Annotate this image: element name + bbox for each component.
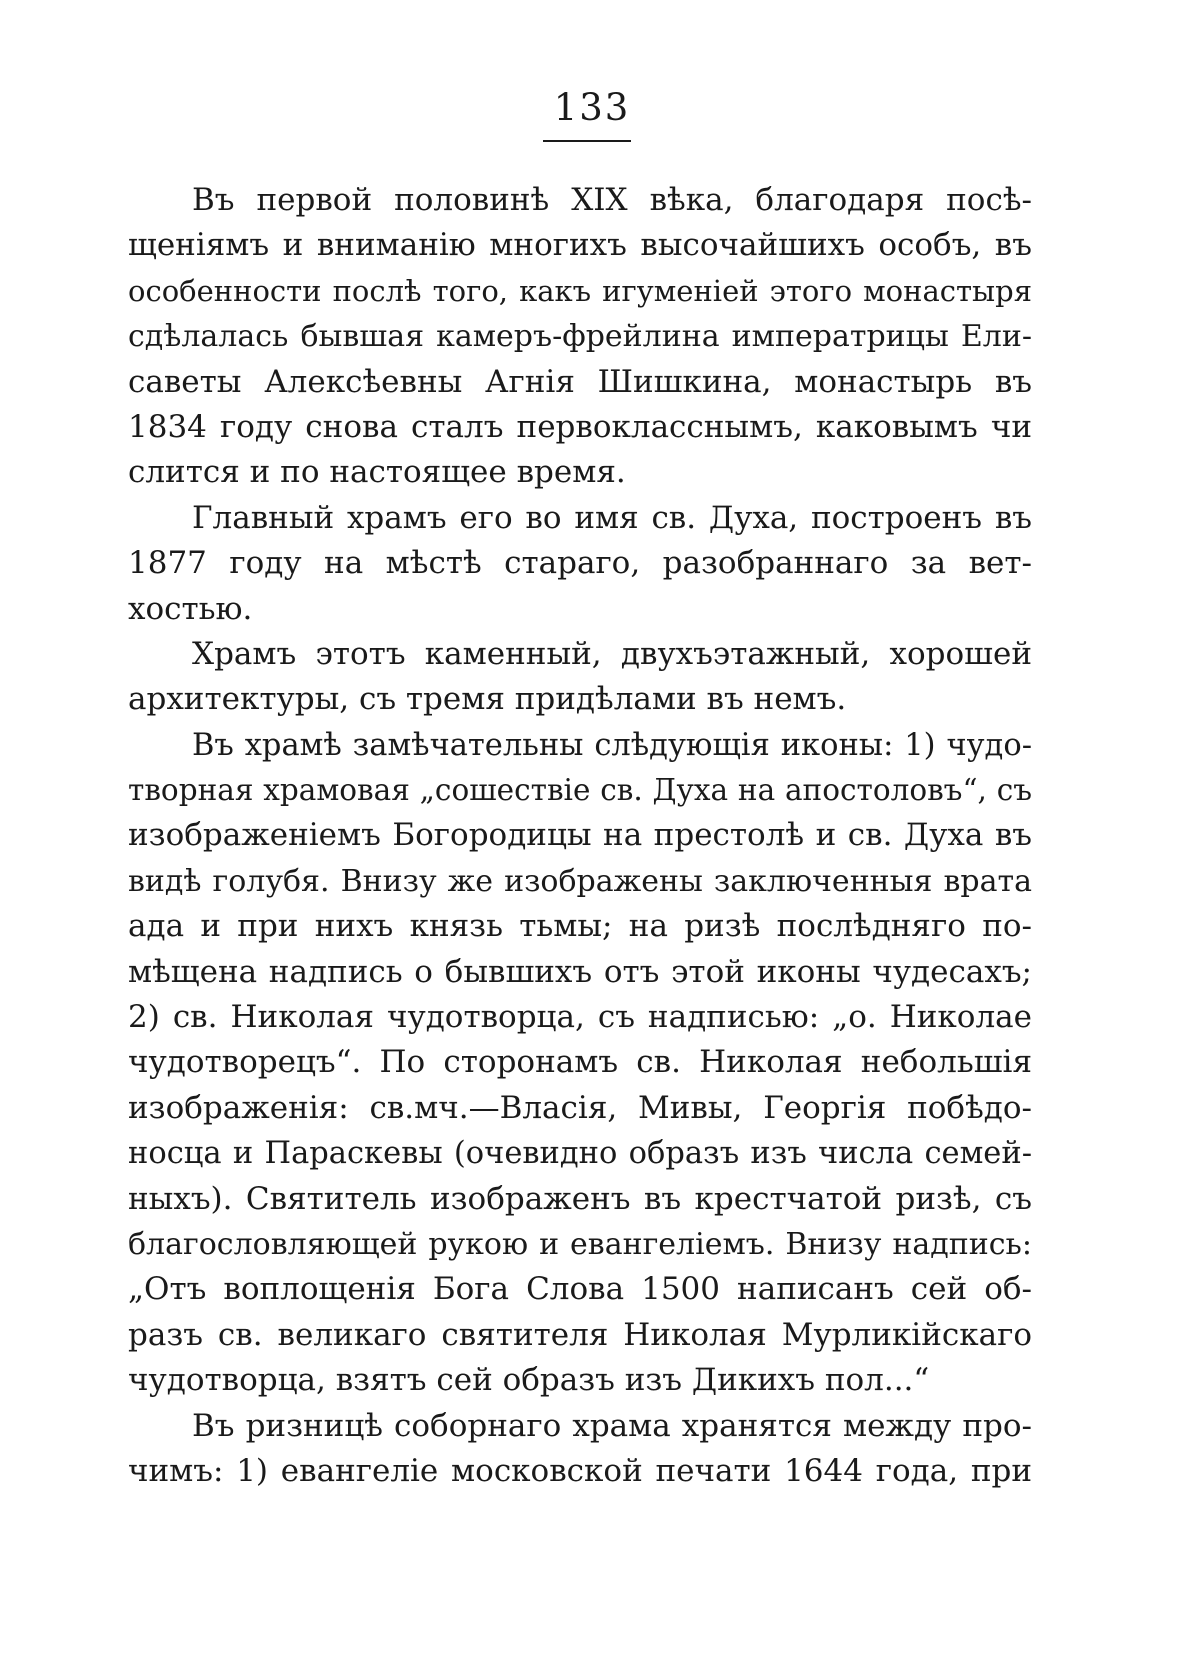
text-line: хостью. — [128, 590, 253, 627]
text-line: Въ ризницѣ соборнаго храма хранятся между про- — [192, 1407, 1032, 1444]
text-line: слится и по настоящее время. — [128, 454, 626, 491]
text-line: 1877 году на мѣстѣ стараго, разобраннаго за вет- — [128, 545, 1032, 582]
text-line: архитектуры, съ тремя придѣлами въ немъ. — [128, 681, 847, 718]
text-line: „Отъ воплощенія Бога Слова 1500 написанъ сей об- — [128, 1271, 1032, 1308]
text-line: чимъ: 1) евангеліе московской печати 1644 года, при — [128, 1452, 1032, 1489]
text-line: Въ первой половинѣ XIX вѣка, благодаря посѣ- — [192, 182, 1032, 218]
text-line: 2) св. Николая чудотворца, съ надписью: „о. Николае — [128, 999, 1032, 1036]
text-line: щеніямъ и вниманію многихъ высочайшихъ особъ, въ — [128, 227, 1032, 264]
text-line: изображеніемъ Богородицы на престолѣ и св. Духа въ — [128, 817, 1032, 854]
text-line: разъ св. великаго святителя Николая Мурликійскаго — [128, 1316, 1032, 1353]
body-text — [128, 178, 1032, 1494]
text-line: чудотворецъ“. По сторонамъ св. Николая небольшія — [128, 1044, 1032, 1081]
text-line: ада и при нихъ князь тьмы; на ризѣ послѣдняго по- — [128, 908, 1032, 945]
page-number: 133 — [553, 86, 631, 129]
text-line: чудотворца, взятъ сей образъ изъ Дикихъ пол...“ — [128, 1362, 930, 1399]
text-line: сдѣлалась бывшая камеръ-фрейлина императрицы Ели- — [128, 319, 1032, 355]
text-line: ныхъ). Святитель изображенъ въ крестчатой ризѣ, съ — [128, 1180, 1032, 1217]
page-number-rule — [543, 140, 631, 142]
text-line: особенности послѣ того, какъ игуменіей этого монастыря — [128, 273, 1032, 308]
text-line: творная храмовая „сошествіе св. Духа на апостоловъ“, съ — [128, 773, 1032, 808]
text-line: изображенія: св.мч.—Власія, Мивы, Георгія побѣдо- — [128, 1089, 1032, 1126]
text-line: Въ храмѣ замѣчательны слѣдующія иконы: 1) чудо- — [192, 727, 1032, 763]
text-line: Храмъ этотъ каменный, двухъэтажный, хорошей — [192, 635, 1032, 672]
text-line: видѣ голубя. Внизу же изображены заключенныя врата — [128, 863, 1032, 899]
text-line: благословляющей рукою и евангеліемъ. Внизу надпись: — [128, 1226, 1032, 1262]
text-line: 1834 году снова сталъ первокласснымъ, каковымъ чи — [128, 408, 1032, 445]
text-line: носца и Параскевы (очевидно образъ изъ числа семей- — [128, 1136, 1032, 1172]
text-line: саветы Алексѣевны Агнія Шишкина, монастырь въ — [128, 363, 1032, 400]
text-line: мѣщена надпись о бывшихъ отъ этой иконы чудесахъ; — [128, 953, 1032, 990]
text-line: Главный храмъ его во имя св. Духа, построенъ въ — [192, 499, 1032, 536]
